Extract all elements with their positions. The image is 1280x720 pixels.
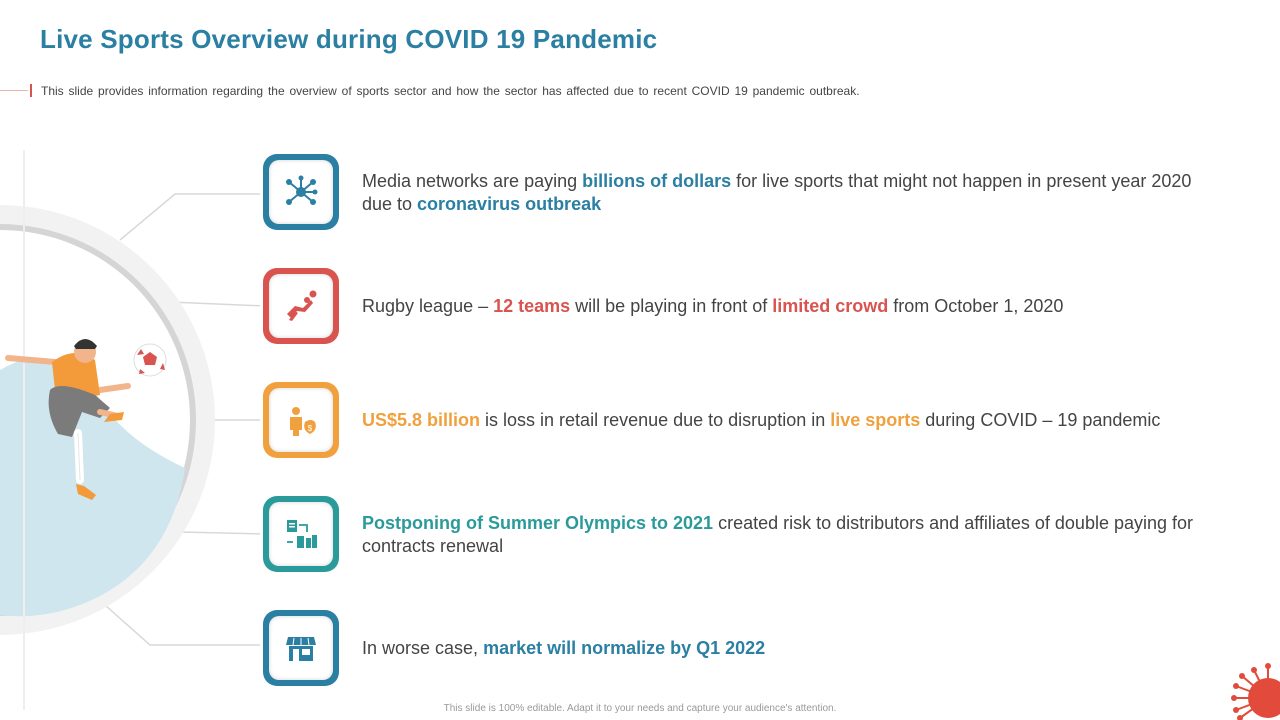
goalkeeper-icon	[281, 286, 321, 326]
market-store-icon	[281, 628, 321, 668]
list-item	[263, 268, 1193, 346]
icon-tile	[263, 382, 339, 458]
icon-tile	[263, 268, 339, 344]
footer-note: This slide is 100% editable. Adapt it to your needs and capture your audience's attention.	[443, 703, 837, 714]
item-text: US$5.8 billion is loss in retail revenue due to disruption in live sports during COVID – 19 pandemic	[362, 410, 1161, 430]
item-text: Rugby league – 12 teams will be playing in front of limited crowd from October 1, 2020	[362, 296, 1064, 316]
list-item	[263, 496, 1193, 574]
subtitle-accent-bar	[30, 84, 32, 97]
network-icon	[281, 172, 321, 212]
football-player-illustration	[0, 150, 260, 710]
item-text: In worse case, market will normalize by Q1 2022	[362, 638, 766, 658]
icon-tile	[263, 610, 339, 686]
item-text: Postponing of Summer Olympics to 2021 created risk to distributors and affiliates of double paying for contracts renewal	[362, 513, 1194, 556]
page-title: Live Sports Overview during COVID 19 Pandemic	[40, 24, 658, 54]
item-text: Media networks are paying billions of dollars for live sports that might not happen in present year 2020 due to coronavirus outbreak	[362, 171, 1192, 214]
distribution-icon	[281, 514, 321, 554]
list-item	[263, 382, 1193, 460]
list-item	[263, 154, 1193, 232]
page-subtitle: This slide provides information regarding the overview of sports sector and how the sector has affected due to recent COVID 19 pandemic outbreak.	[41, 84, 860, 98]
svg-text:$: $	[307, 424, 313, 433]
subtitle-divider	[0, 90, 28, 91]
virus-icon	[1228, 662, 1280, 720]
money-loss-icon	[281, 400, 321, 440]
football-ball	[134, 344, 166, 376]
list-item	[263, 610, 1193, 688]
icon-tile	[263, 154, 339, 230]
icon-tile	[263, 496, 339, 572]
